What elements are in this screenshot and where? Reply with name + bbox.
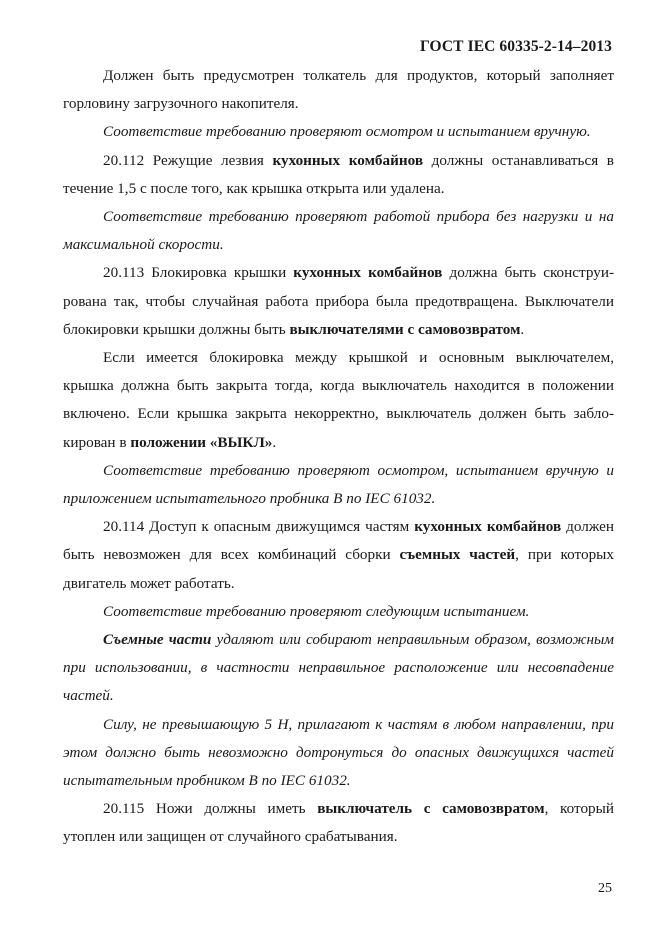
compliance-note: Соответствие требованию проверяют работой прибора без нагрузки и на максимальной скорости. <box>63 208 614 254</box>
defined-term: кухонных комбайнов <box>414 518 562 536</box>
compliance-note: Соответствие требованию проверяют следующим испытанием. <box>103 602 530 620</box>
compliance-note: Соответствие требованию проверяют осмотром, испытанием вручную и приложением испытательного пробника В по IEC 61032. <box>63 461 614 508</box>
paragraph: Если имеется блокировка между крышкой и основным выключателем, крышка должна быть закрыта тогда, когда выключатель находится в положении включено. Если крышка закрыта некорректно, выключатель должен быть заблокирован в положении «ВЫКЛ». <box>63 349 614 451</box>
paragraph: Должен быть предусмотрен толкатель для продуктов, который заполняет горловину загрузочного накопителя. <box>63 67 614 113</box>
compliance-note: Соответствие требованию проверяют осмотром и испытанием вручную. <box>103 123 591 141</box>
clause-20-115: 20.115 Ножи должны иметь выключатель с самовозвратом, который утоплен или защищен от случайного срабатывания. <box>63 800 614 846</box>
defined-term: выключатель с самовозвратом <box>317 800 545 818</box>
defined-term: кухонных комбайнов <box>293 264 443 282</box>
defined-term: положении «ВЫКЛ» <box>130 433 273 451</box>
test-procedure: Силу, не превышающую 5 Н, прилагают к частям в любом направлении, при этом должно быть невозможно дотронуться до опасных движущихся частей испытательным пробником В по IEC 61032. <box>63 715 614 790</box>
defined-term: съемных частей <box>399 546 516 564</box>
defined-term: выключателями с самовозвратом <box>289 320 521 338</box>
page-number: 25 <box>598 881 612 896</box>
document-header: ГОСТ IEC 60335-2-14–2013 <box>419 38 612 55</box>
page-body <box>63 62 614 852</box>
test-procedure: Съемные части удаляют или собирают неправильным образом, возможным при использовании, в частности неправильное расположение или несовпадение частей. <box>63 631 614 705</box>
clause-20-114: 20.114 Доступ к опасным движущимся частям кухонных комбайнов должен быть невозможен для всех комбинаций сборки съемных частей, при которых двигатель может работать. <box>63 518 614 592</box>
defined-term: Съемные части <box>103 631 212 649</box>
defined-term: кухонных комбайнов <box>272 151 424 169</box>
clause-20-113: 20.113 Блокировка крышки кухонных комбайнов должна быть сконструирована так, чтобы случайная работа прибора была предотвращена. Выключатели блокировки крышки должны быть выключателями с самовозвратом. <box>63 264 615 338</box>
clause-20-112: 20.112 Режущие лезвия кухонных комбайнов должны останавливаться в течение 1,5 с после того, как крышка открыта или удалена. <box>63 151 614 197</box>
